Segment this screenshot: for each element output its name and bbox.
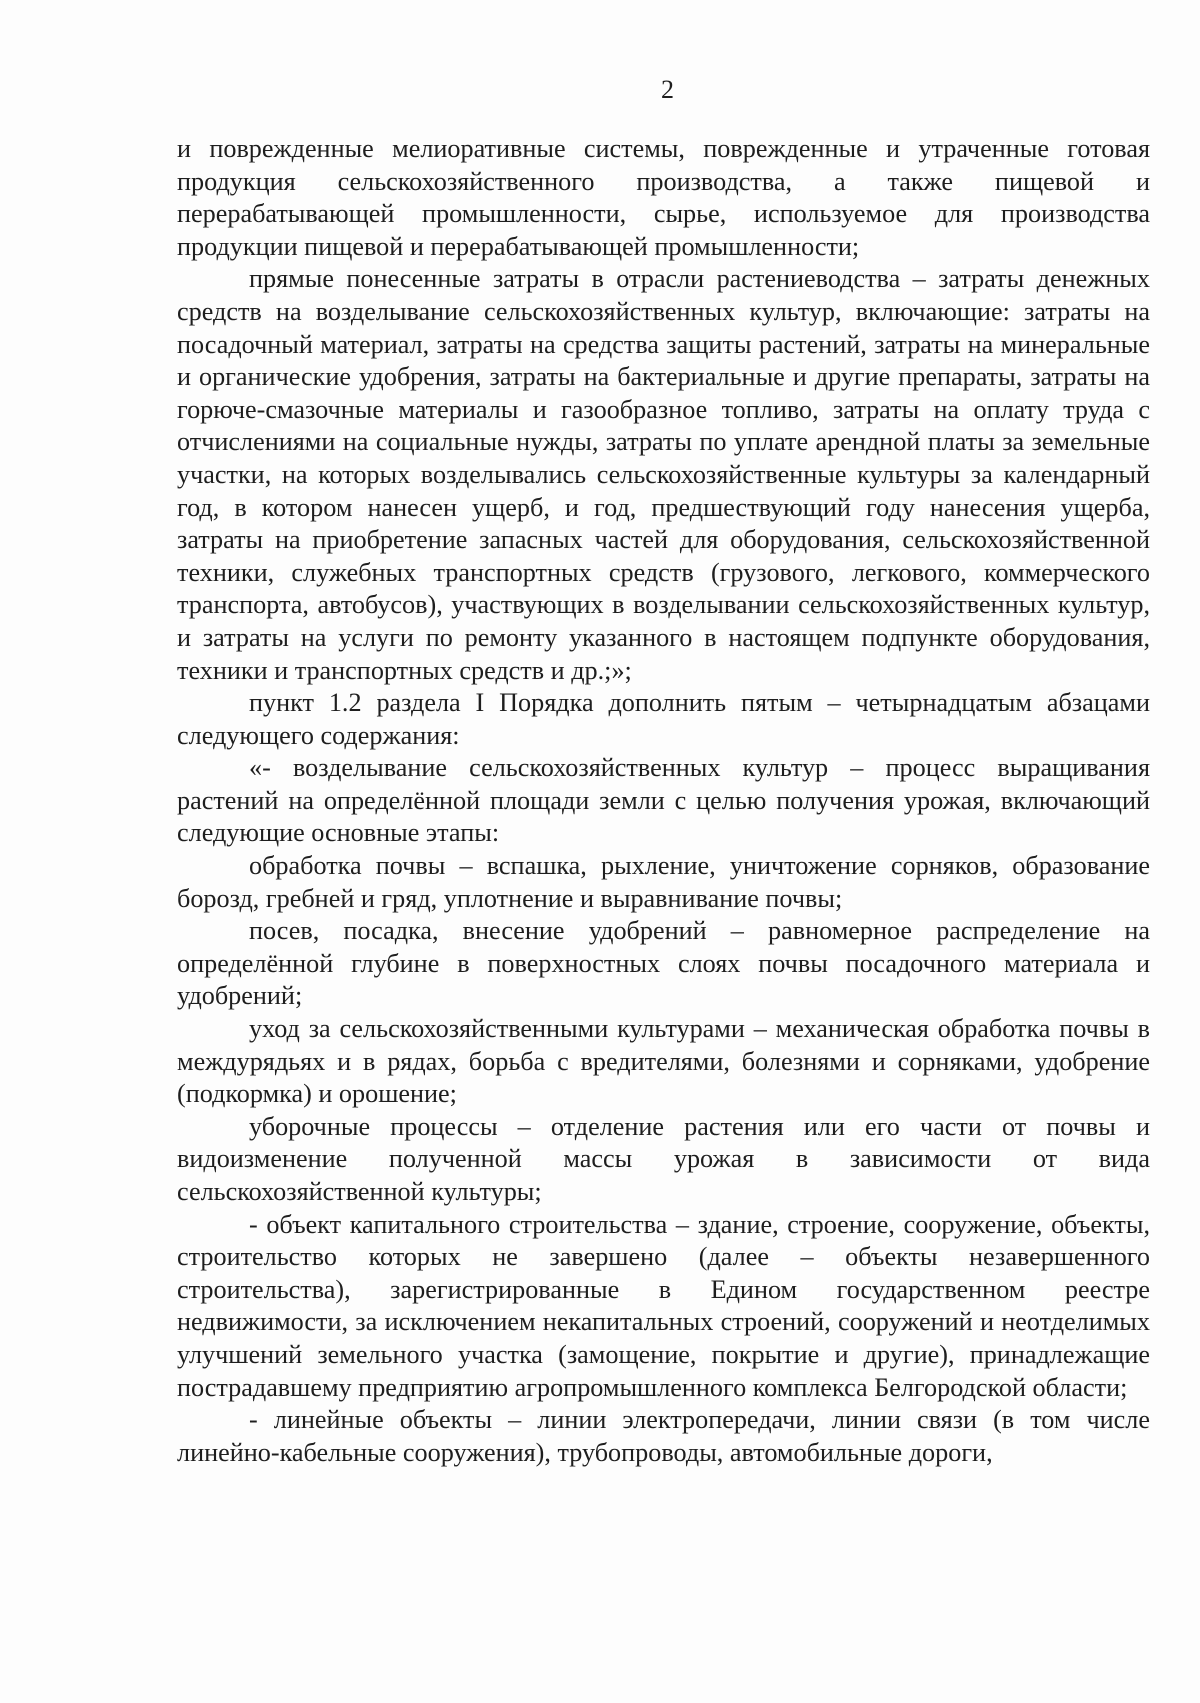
document-body: [177, 133, 1150, 1469]
paragraph-capital-construction: - объект капитального строительства – здание, строение, сооружение, объекты, строительство которых не завершено (далее – объекты незавершенного строительства), зарегистрированные в Едином государственном реестре недвижимости, за исключением некапитальных строений, сооружений и неотделимых улучшений земельного участка (замощение, покрытие и другие), принадлежащие пострадавшему предприятию агропромышленного комплекса Белгородской области;: [177, 1209, 1150, 1402]
paragraph-linear-objects: - линейные объекты – линии электропередачи, линии связи (в том числе линейно-кабельные сооружения), трубопроводы, автомобильные дороги,: [177, 1405, 1150, 1467]
paragraph-soil-treatment: обработка почвы – вспашка, рыхление, уничтожение сорняков, образование борозд, гребней и гряд, уплотнение и выравнивание почвы;: [177, 851, 1150, 913]
paragraph-sowing-planting: посев, посадка, внесение удобрений – равномерное распределение на определённой глубине в поверхностных слоях почвы посадочного материала и удобрений;: [177, 916, 1150, 1011]
paragraph-damaged-property-end: и поврежденные мелиоративные системы, поврежденные и утраченные готовая продукция сельскохозяйственного производства, а также пищевой и перерабатывающей промышленности, сырье, используемое для производства продукции пищевой и перерабатывающей промышленности;: [177, 134, 1150, 261]
paragraph-crop-care: уход за сельскохозяйственными культурами – механическая обработка почвы в междурядьях и в рядах, борьба с вредителями, болезнями и сорняками, удобрение (подкормка) и орошение;: [177, 1014, 1150, 1109]
paragraph-amendment-clause: пункт 1.2 раздела I Порядка дополнить пятым – четырнадцатым абзацами следующего содержания:: [177, 688, 1150, 750]
page-number: 2: [661, 75, 674, 104]
paragraph-cultivation-definition: «- возделывание сельскохозяйственных культур – процесс выращивания растений на определённой площади земли с целью получения урожая, включающий следующие основные этапы:: [177, 753, 1150, 848]
paragraph-direct-costs: прямые понесенные затраты в отрасли растениеводства – затраты денежных средств на возделывание сельскохозяйственных культур, включающие: затраты на посадочный материал, затраты на средства защиты растений, затраты на минеральные и органические удобрения, затраты на бактериальные и другие препараты, затраты на горюче-смазочные материалы и газообразное топливо, затраты на оплату труда с отчислениями на социальные нужды, затраты по уплате арендной платы за земельные участки, на которых возделывались сельскохозяйственные культуры за календарный год, в котором нанесен ущерб, и год, предшествующий году нанесения ущерба, затраты на приобретение запасных частей для оборудования, сельскохозяйственной техники, служебных транспортных средств (грузового, легкового, коммерческого транспорта, автобусов), участвующих в возделывании сельскохозяйственных культур, и затраты на услуги по ремонту указанного в настоящем подпункте оборудования, техники и транспортных средств и др.;»;: [177, 264, 1150, 685]
paragraph-harvesting: уборочные процессы – отделение растения или его части от почвы и видоизменение полученной массы урожая в зависимости от вида сельскохозяйственной культуры;: [177, 1111, 1150, 1206]
